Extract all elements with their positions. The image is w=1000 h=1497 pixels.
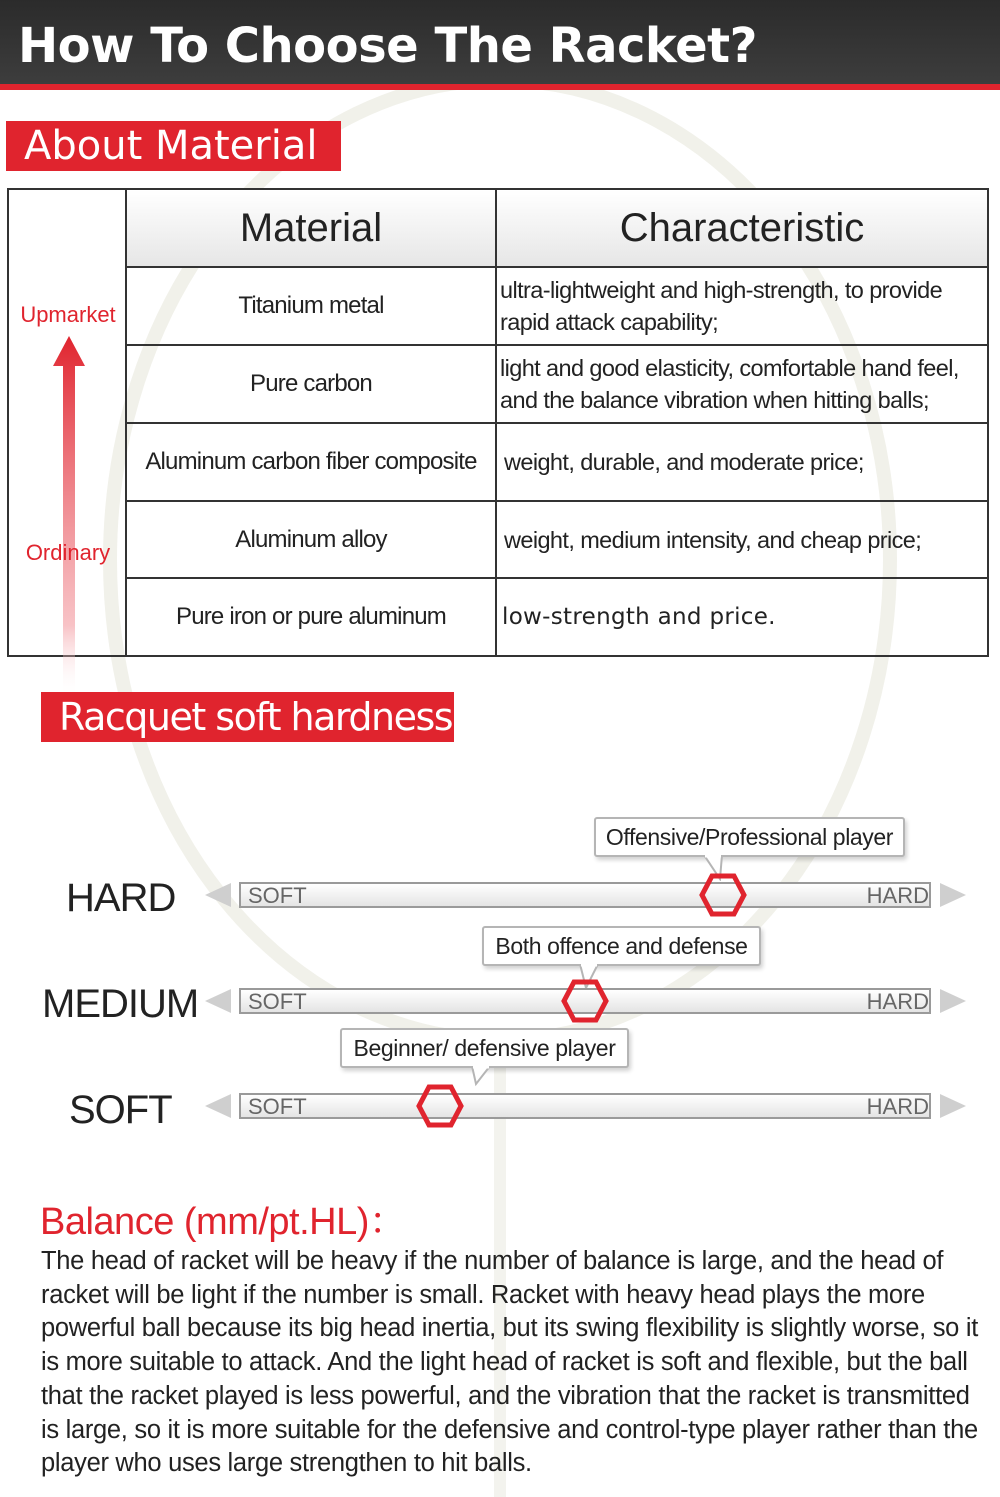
player-bubble-soft: Beginner/ defensive player bbox=[340, 1028, 629, 1068]
track-soft-label: SOFT bbox=[248, 883, 307, 908]
material-column-header: Material bbox=[127, 190, 497, 268]
table-row-material: Pure iron or pure aluminum bbox=[127, 579, 497, 655]
table-row-material: Pure carbon bbox=[127, 346, 497, 424]
hardness-track bbox=[239, 882, 931, 908]
material-table bbox=[7, 188, 989, 657]
hardness-marker-hexagon bbox=[416, 1084, 464, 1128]
track-soft-label: SOFT bbox=[248, 1094, 307, 1119]
right-arrow-icon bbox=[940, 883, 966, 907]
left-arrow-icon bbox=[205, 989, 231, 1013]
up-arrow-icon bbox=[53, 336, 85, 698]
track-soft-label: SOFT bbox=[248, 989, 307, 1014]
table-row-material: Aluminum carbon fiber composite bbox=[127, 424, 497, 502]
player-bubble-hard: Offensive/Professional player bbox=[594, 817, 905, 857]
about-material-tag: About Material bbox=[6, 121, 341, 171]
page-title: How To Choose The Racket? bbox=[18, 18, 757, 74]
hardness-marker-hexagon bbox=[699, 873, 747, 917]
hardness-label-hard: HARD bbox=[66, 876, 176, 920]
track-hard-label: HARD bbox=[866, 883, 929, 908]
upmarket-label: Upmarket bbox=[20, 302, 116, 327]
left-arrow-icon bbox=[205, 1094, 231, 1118]
table-row-material: Aluminum alloy bbox=[127, 502, 497, 579]
right-arrow-icon bbox=[940, 989, 966, 1013]
bubble-pointer bbox=[468, 1066, 498, 1092]
balance-title: Balance (mm/pt.HL)： bbox=[40, 1201, 407, 1243]
racquet-hardness-tag: Racquet soft hardness bbox=[41, 692, 454, 742]
table-row-characteristic: weight, medium intensity, and cheap price; bbox=[497, 502, 987, 579]
ordinary-label: Ordinary bbox=[25, 540, 111, 565]
table-row-characteristic: weight, durable, and moderate price; bbox=[497, 424, 987, 502]
hardness-label-soft: SOFT bbox=[69, 1088, 172, 1132]
hardness-label-medium: MEDIUM bbox=[42, 982, 199, 1026]
right-arrow-icon bbox=[940, 1094, 966, 1118]
hardness-marker-hexagon bbox=[561, 979, 609, 1023]
table-row-characteristic: low-strength and price. bbox=[502, 604, 776, 630]
player-bubble-medium: Both offence and defense bbox=[482, 926, 761, 966]
header-bar bbox=[0, 0, 1000, 90]
characteristic-column-header: Characteristic bbox=[497, 190, 987, 268]
left-arrow-icon bbox=[205, 883, 231, 907]
balance-description: The head of racket will be heavy if the number of balance is large, and the head of racket will be light if the number is small. Racket with heavy head plays the more powerful ball because its big head inertia, but its swing flexibility is slightly worse, so it is more suitable to attack. And the light head of racket is soft and flexible, but the ball that the racket played is less powerful, and the vibration that the racket is transmitted is large, so it is more suitable for the defensive and control-type player rather than the player who uses large strengthen to hit balls. bbox=[41, 1247, 979, 1478]
track-hard-label: HARD bbox=[866, 989, 929, 1014]
hardness-track bbox=[239, 1093, 931, 1119]
quality-scale bbox=[9, 190, 127, 655]
table-row-characteristic: light and good elasticity, comfortable hand feel, and the balance vibration when hitting balls; bbox=[497, 346, 987, 424]
table-row-characteristic: ultra-lightweight and high-strength, to provide rapid attack capability; bbox=[497, 268, 987, 346]
track-hard-label: HARD bbox=[866, 1094, 929, 1119]
table-row-material: Titanium metal bbox=[127, 268, 497, 346]
